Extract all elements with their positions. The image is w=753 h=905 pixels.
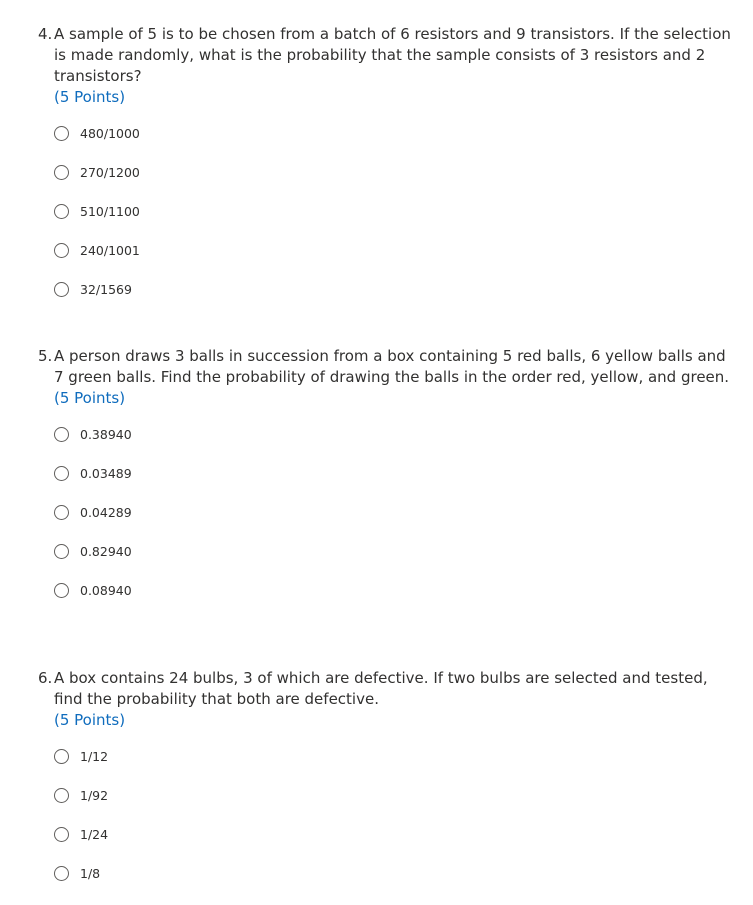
option-label: 0.82940	[80, 544, 132, 559]
radio-button[interactable]	[54, 788, 69, 803]
answer-option[interactable]	[0, 749, 753, 788]
answer-option[interactable]	[0, 544, 753, 583]
question-4	[0, 24, 753, 321]
answer-option[interactable]	[0, 583, 753, 622]
option-label: 0.38940	[80, 427, 132, 442]
question-number: 6.	[38, 669, 53, 687]
answer-options	[0, 749, 753, 905]
question-points: (5 Points)	[54, 88, 126, 106]
answer-option[interactable]	[0, 282, 753, 321]
answer-option[interactable]	[0, 466, 753, 505]
answer-option[interactable]	[0, 788, 753, 827]
answer-option[interactable]	[0, 866, 753, 905]
option-label: 270/1200	[80, 165, 140, 180]
radio-button[interactable]	[54, 126, 69, 141]
answer-option[interactable]	[0, 165, 753, 204]
radio-button[interactable]	[54, 583, 69, 598]
option-label: 1/8	[80, 866, 101, 881]
answer-options	[0, 126, 753, 321]
radio-button[interactable]	[54, 165, 69, 180]
question-6	[0, 668, 753, 905]
option-label: 0.04289	[80, 505, 132, 520]
radio-button[interactable]	[54, 505, 69, 520]
option-label: 0.08940	[80, 583, 132, 598]
option-label: 32/1569	[80, 282, 132, 297]
question-points: (5 Points)	[54, 711, 126, 729]
option-label: 1/92	[80, 788, 109, 803]
radio-button[interactable]	[54, 827, 69, 842]
answer-option[interactable]	[0, 827, 753, 866]
question-text: A sample of 5 is to be chosen from a batch of 6 resistors and 9 transistors. If the selection is made randomly, what is the probability that the sample consists of 3 resistors and 2 transistors?	[54, 25, 731, 85]
radio-button[interactable]	[54, 282, 69, 297]
question-header	[0, 24, 753, 108]
question-number: 4.	[38, 25, 53, 43]
answer-option[interactable]	[0, 505, 753, 544]
radio-button[interactable]	[54, 866, 69, 881]
question-text: A box contains 24 bulbs, 3 of which are defective. If two bulbs are selected and tested, find the probability that both are defective.	[54, 669, 708, 708]
question-points: (5 Points)	[54, 389, 126, 407]
question-text: A person draws 3 balls in succession from a box containing 5 red balls, 6 yellow balls and 7 green balls. Find the probability of drawing the balls in the order red, yellow, and green.	[54, 347, 730, 386]
answer-option[interactable]	[0, 427, 753, 466]
question-header	[0, 346, 753, 409]
answer-options	[0, 427, 753, 622]
answer-option[interactable]	[0, 204, 753, 243]
question-5	[0, 346, 753, 622]
option-label: 240/1001	[80, 243, 140, 258]
answer-option[interactable]	[0, 243, 753, 282]
radio-button[interactable]	[54, 749, 69, 764]
answer-option[interactable]	[0, 126, 753, 165]
question-header	[0, 668, 753, 731]
radio-button[interactable]	[54, 466, 69, 481]
option-label: 1/24	[80, 827, 109, 842]
question-number: 5.	[38, 347, 53, 365]
radio-button[interactable]	[54, 243, 69, 258]
radio-button[interactable]	[54, 427, 69, 442]
option-label: 510/1100	[80, 204, 140, 219]
option-label: 0.03489	[80, 466, 132, 481]
radio-button[interactable]	[54, 204, 69, 219]
radio-button[interactable]	[54, 544, 69, 559]
option-label: 480/1000	[80, 126, 140, 141]
option-label: 1/12	[80, 749, 109, 764]
